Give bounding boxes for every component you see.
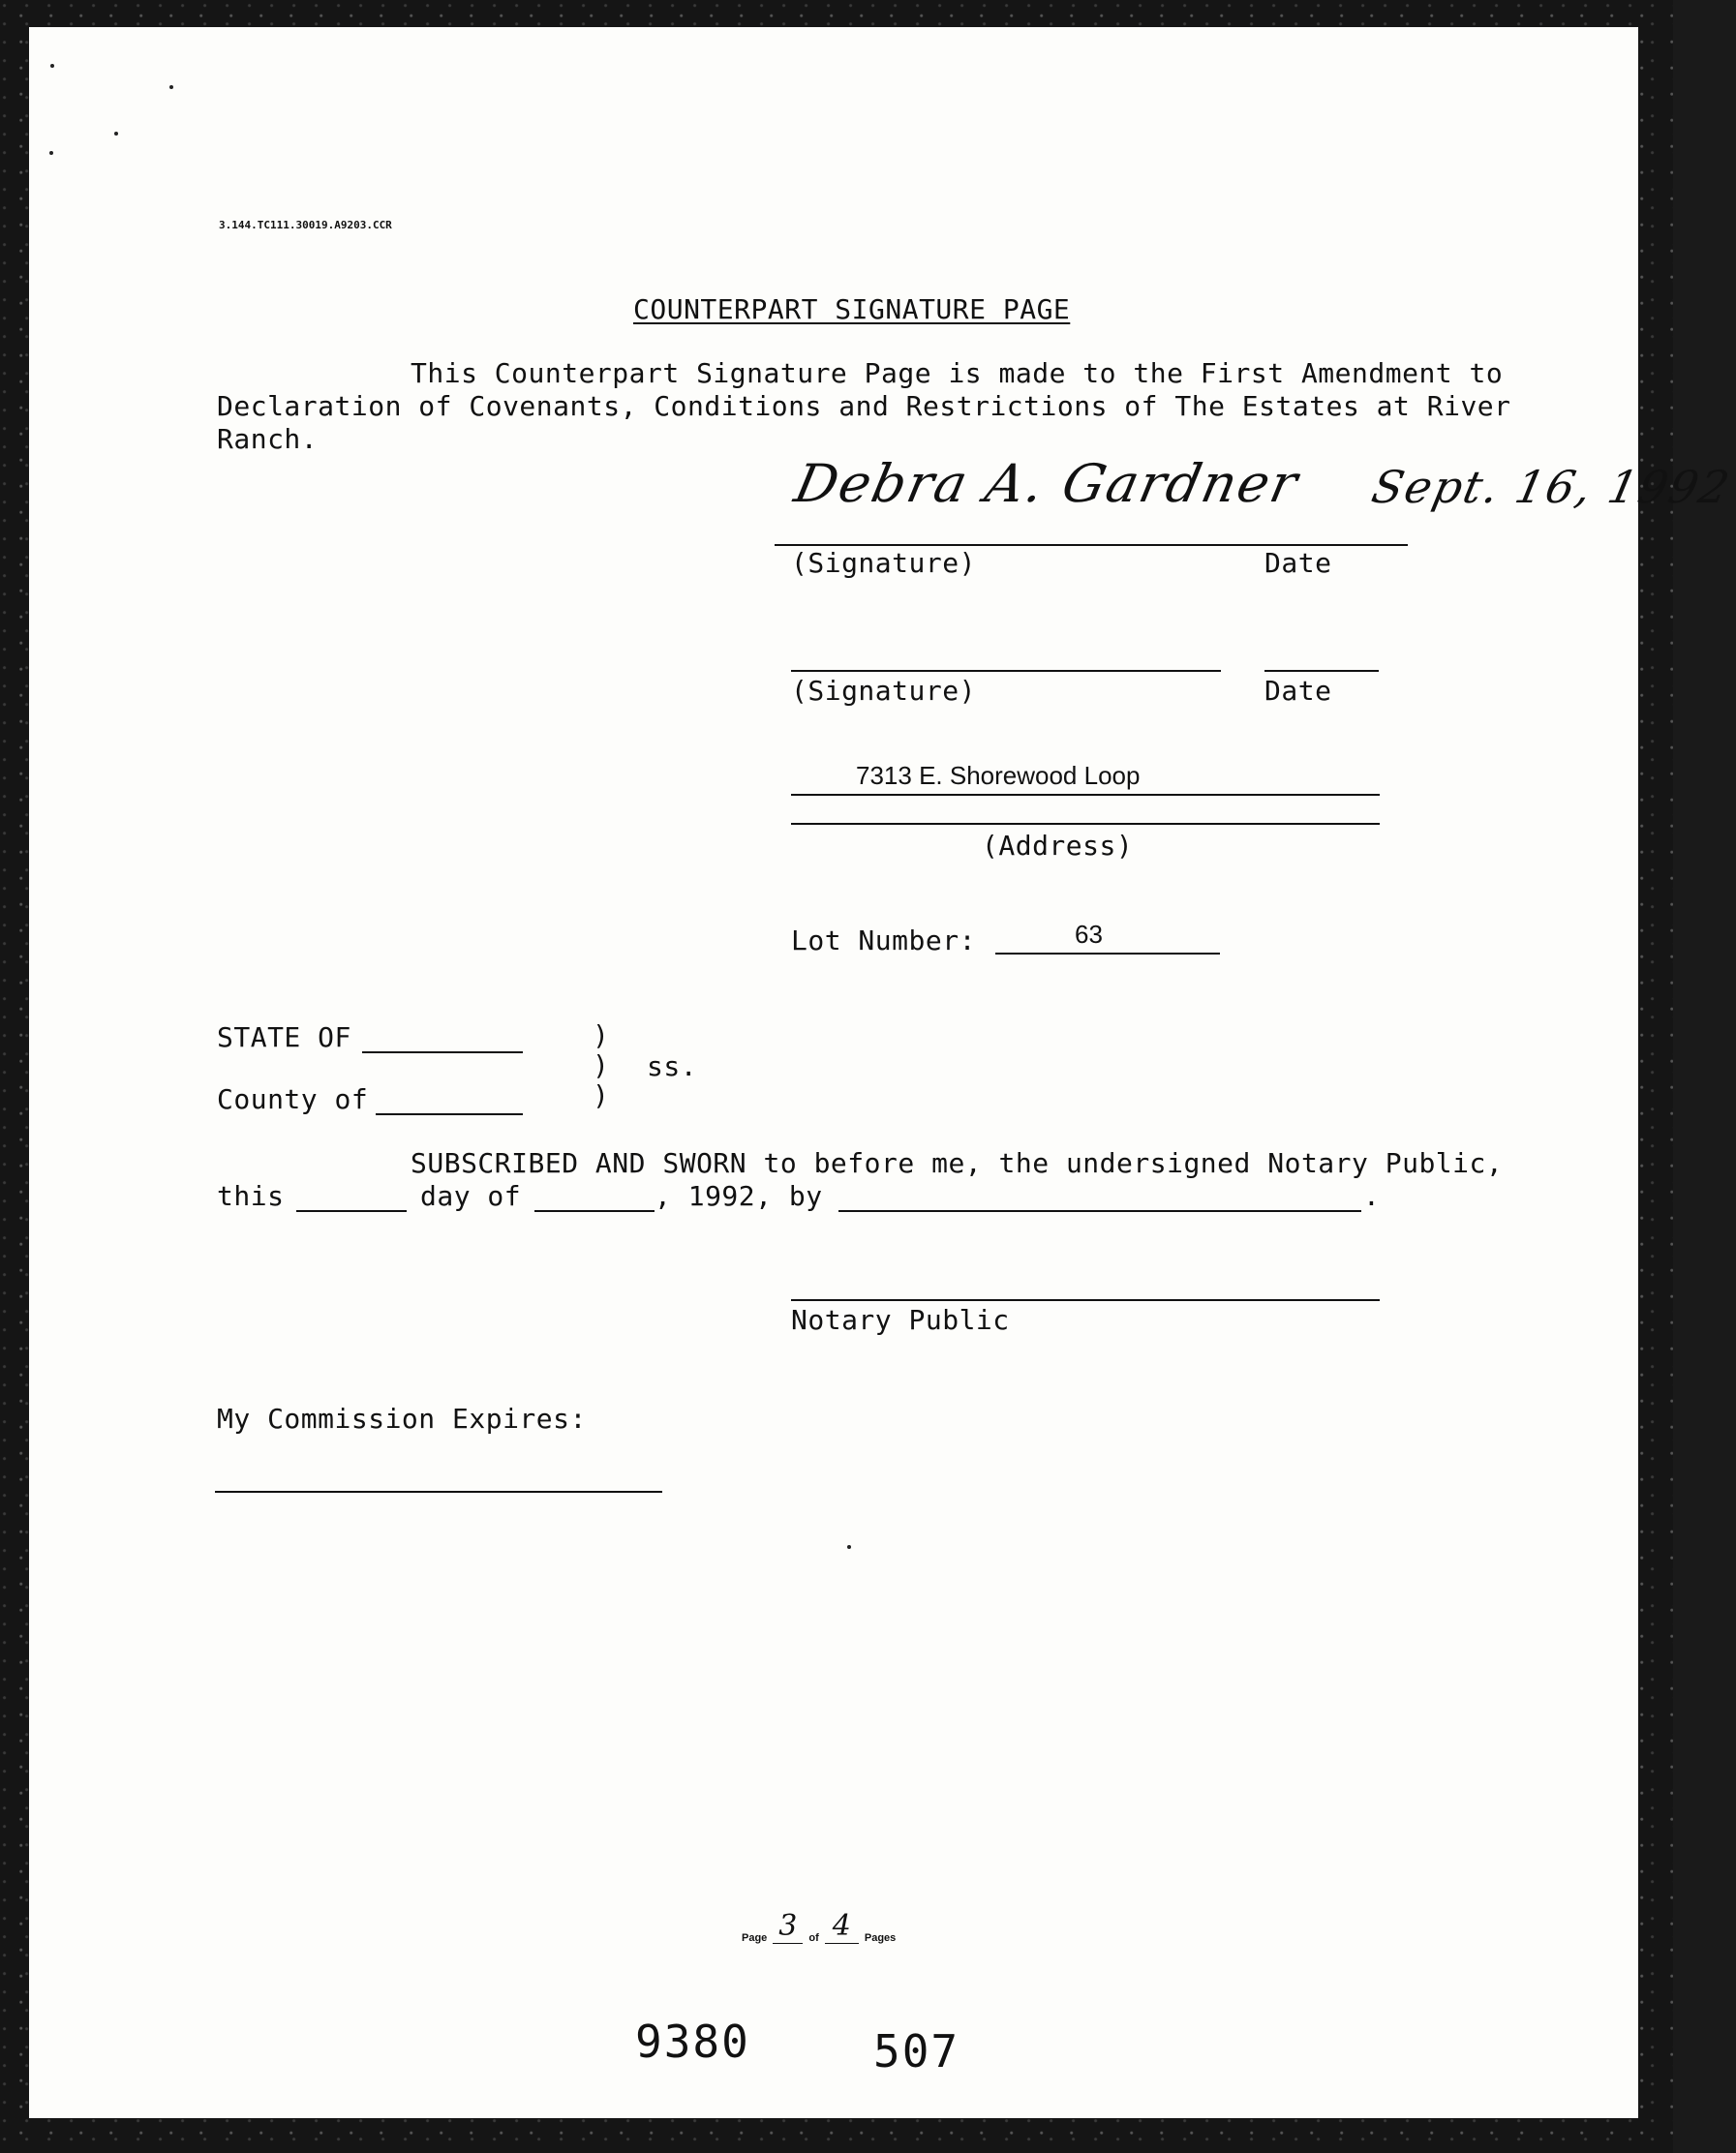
page-current: 3 bbox=[773, 1909, 803, 1944]
sworn-this: this bbox=[217, 1180, 285, 1212]
county-label: County of bbox=[217, 1083, 369, 1115]
page-title: COUNTERPART SIGNATURE PAGE bbox=[633, 293, 1071, 325]
sworn-by-line bbox=[838, 1210, 1361, 1212]
bracket-column: ) ) ) bbox=[593, 1019, 610, 1111]
state-line bbox=[362, 1051, 523, 1053]
intro-line-2: Declaration of Covenants, Conditions and Restrictions of The Estates at River bbox=[217, 390, 1511, 422]
page-indicator bbox=[742, 1909, 896, 1944]
page-total: 4 bbox=[825, 1909, 859, 1944]
scan-speck bbox=[114, 132, 118, 136]
lot-number-line bbox=[995, 953, 1220, 955]
page-word: Page bbox=[742, 1932, 768, 1944]
scan-speck bbox=[847, 1545, 851, 1549]
notary-label: Notary Public bbox=[791, 1304, 1010, 1336]
handwritten-signature: Debra A. Gardner bbox=[789, 453, 1305, 514]
document-number-right: 507 bbox=[873, 2025, 960, 2077]
commission-label: My Commission Expires: bbox=[217, 1403, 587, 1435]
document-page bbox=[29, 27, 1736, 2118]
sworn-year-by: , 1992, by bbox=[655, 1180, 823, 1212]
sworn-line-1: SUBSCRIBED AND SWORN to before me, the undersigned Notary Public, bbox=[411, 1147, 1504, 1179]
state-label: STATE OF bbox=[217, 1021, 351, 1053]
sworn-period: . bbox=[1363, 1180, 1381, 1212]
pages-word: Pages bbox=[864, 1932, 897, 1944]
notary-line bbox=[791, 1299, 1380, 1301]
commission-line bbox=[215, 1491, 662, 1493]
sworn-day-line bbox=[296, 1210, 407, 1212]
intro-line-1: This Counterpart Signature Page is made to the First Amendment to bbox=[411, 357, 1504, 389]
signature-line-1 bbox=[775, 544, 1408, 546]
scan-speck bbox=[169, 85, 173, 89]
date-label-1: Date bbox=[1264, 547, 1332, 579]
date-label-2: Date bbox=[1264, 675, 1332, 707]
of-word: of bbox=[808, 1932, 819, 1944]
file-identifier: 3.144.TC111.30019.A9203.CCR bbox=[219, 219, 392, 231]
document-number-left: 9380 bbox=[635, 2016, 750, 2068]
sworn-day-of: day of bbox=[420, 1180, 522, 1212]
address-label: (Address) bbox=[982, 830, 1134, 862]
address-line-1 bbox=[791, 794, 1380, 796]
lot-number-value: 63 bbox=[1075, 920, 1103, 949]
county-line bbox=[376, 1113, 523, 1115]
signature-label-2: (Signature) bbox=[791, 675, 976, 707]
signature-line-2 bbox=[791, 670, 1221, 672]
intro-line-3: Ranch. bbox=[217, 423, 319, 455]
handwritten-date: Sept. 16, 1992 bbox=[1367, 461, 1736, 513]
sworn-month-line bbox=[534, 1210, 655, 1212]
address-value: 7313 E. Shorewood Loop bbox=[856, 761, 1141, 790]
lot-number-label: Lot Number: bbox=[791, 925, 976, 956]
signature-label-1: (Signature) bbox=[791, 547, 976, 579]
scan-speck bbox=[50, 64, 54, 68]
address-line-2 bbox=[791, 823, 1380, 825]
date-line-2 bbox=[1264, 670, 1379, 672]
scan-speck bbox=[49, 151, 53, 155]
ss-label: ss. bbox=[647, 1050, 698, 1082]
